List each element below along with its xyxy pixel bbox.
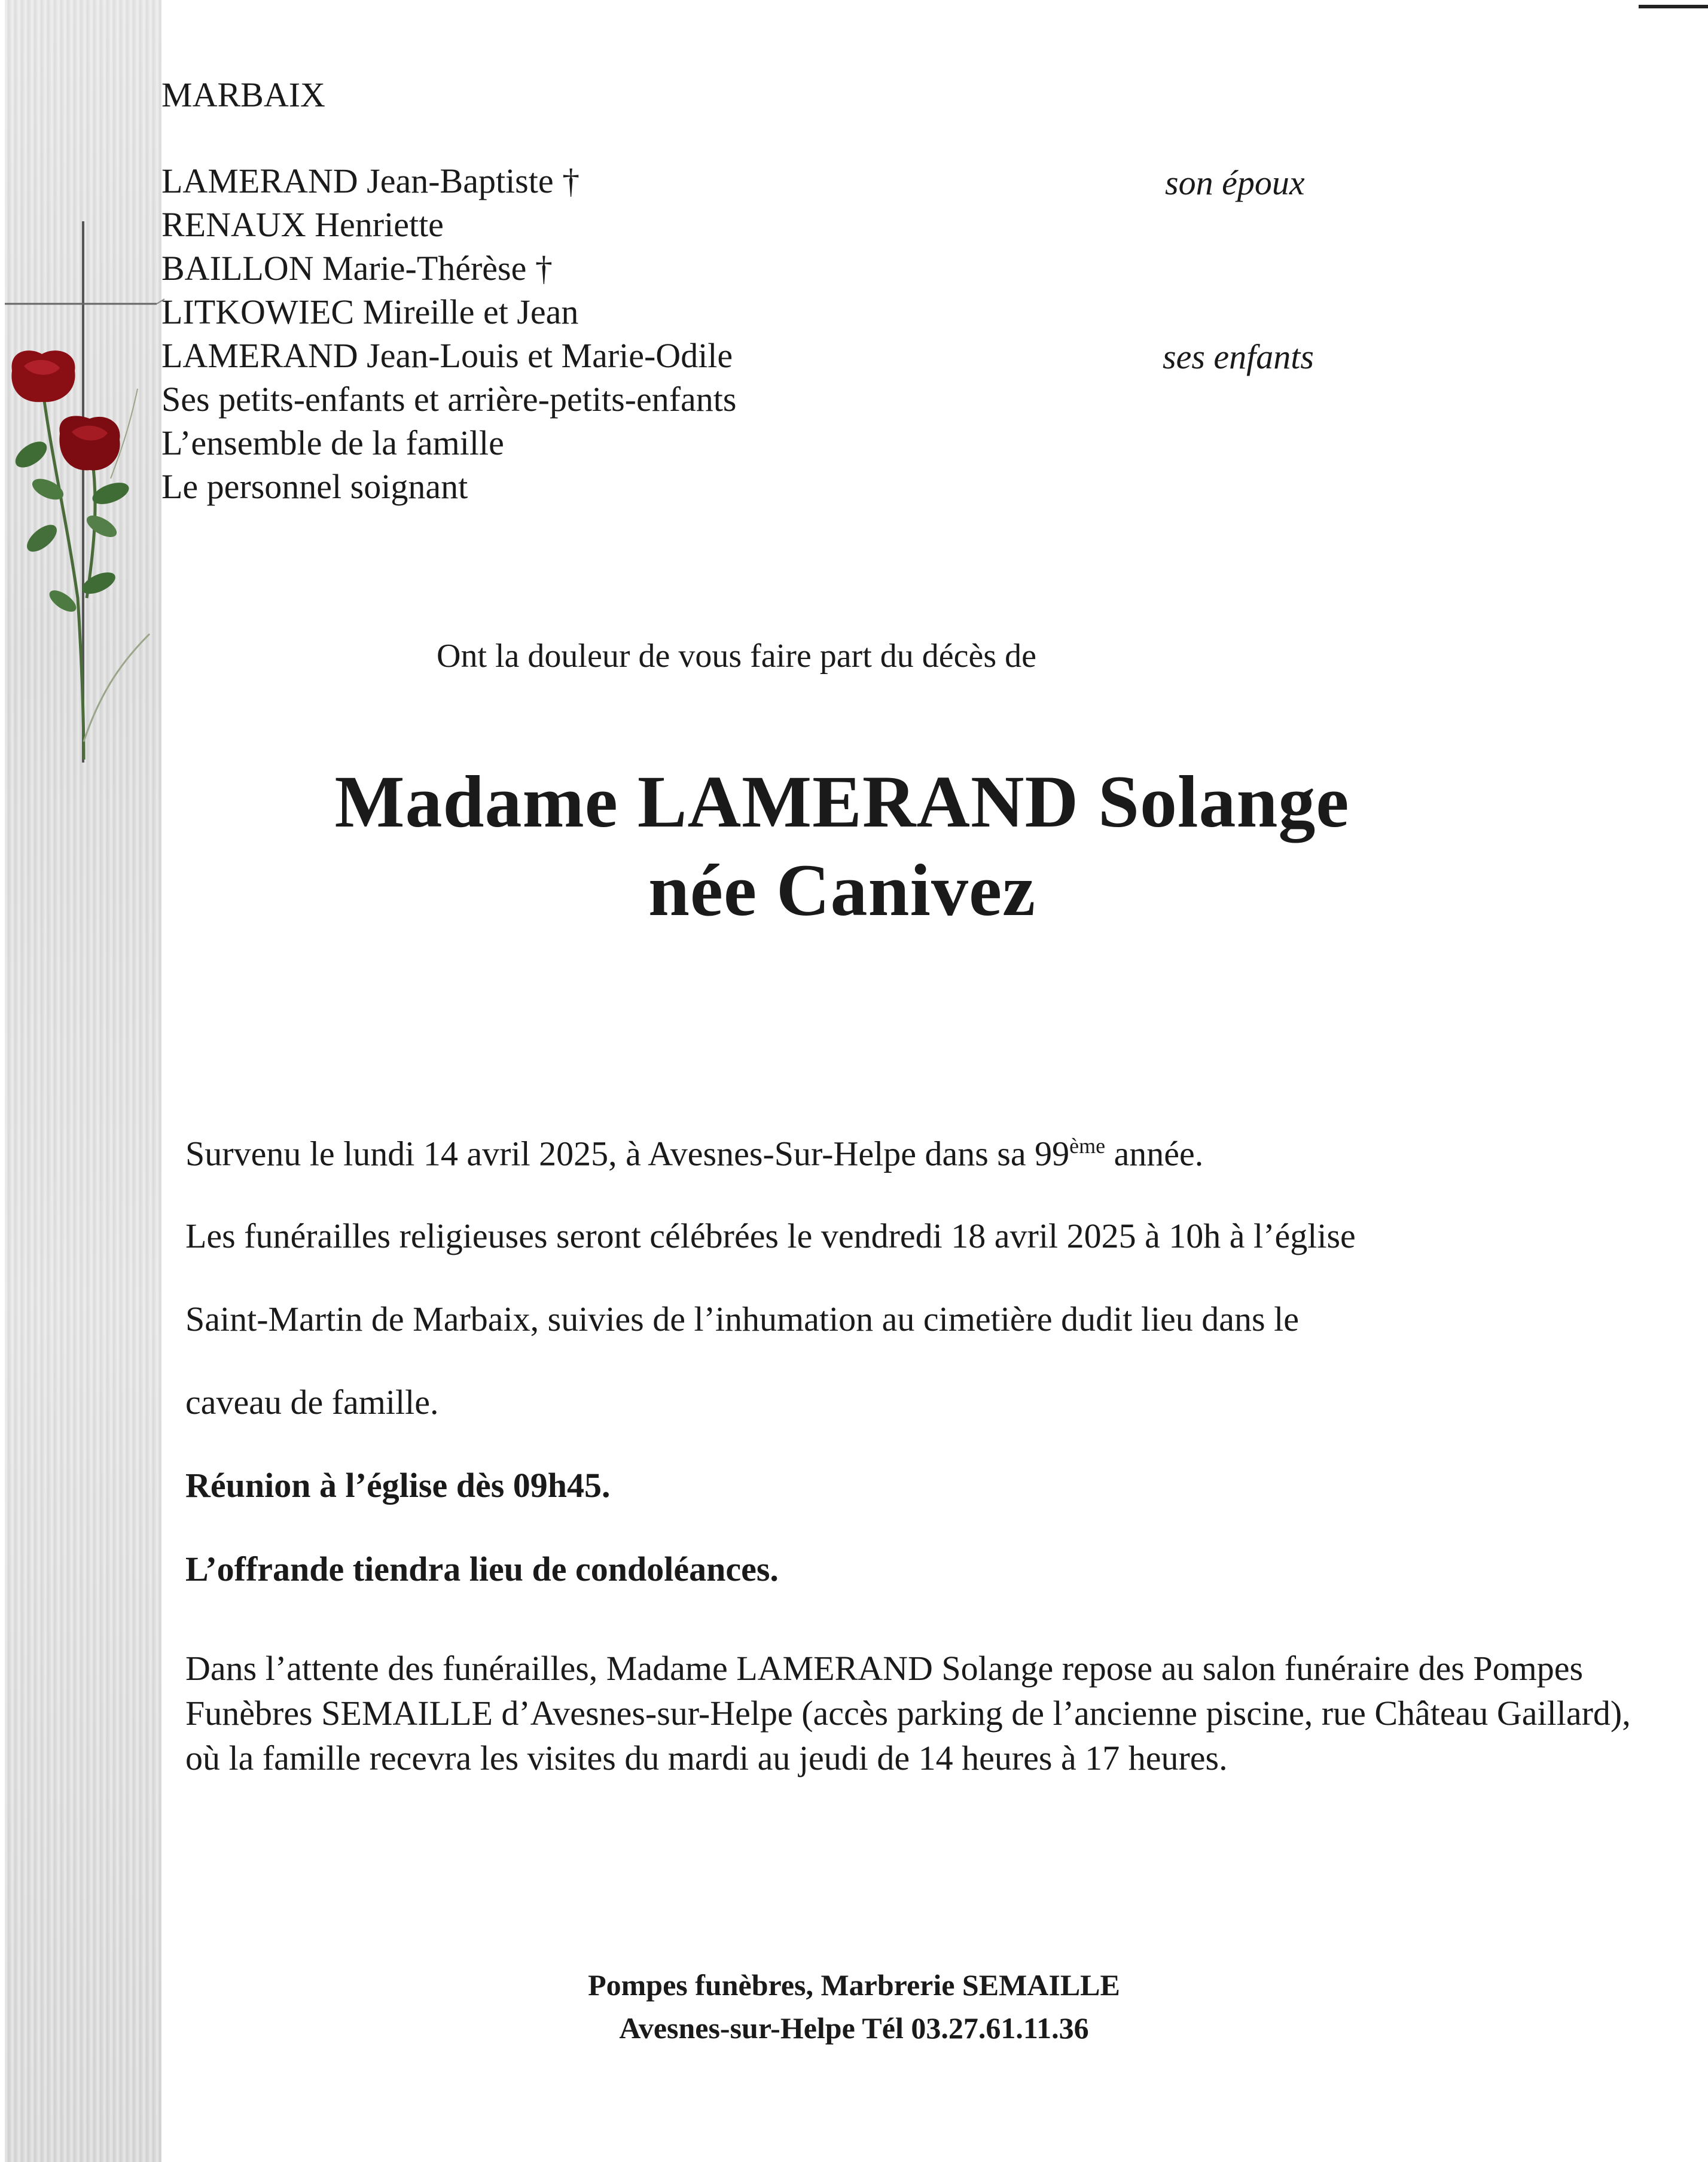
cross-and-roses-decoration <box>0 0 179 777</box>
wake-paragraph: Dans l’attente des funérailles, Madame LAMERAND Solange repose au salon funéraire des Pompes Funèbres SEMAILLE d’Avesnes-sur-Helpe (accès parking de l’ancienne piscine, rue Château Gaillard), où la famille recevra les visites du mardi au jeudi de 14 heures à 17 heures. <box>185 1649 1631 1777</box>
family-line: BAILLON Marie-Thérèse † <box>161 249 553 288</box>
deceased-name: Madame LAMERAND Solange <box>334 761 1350 843</box>
funeral-line: Saint-Martin de Marbaix, suivies de l’inhumation au cimetière dudit lieu dans le <box>185 1300 1299 1338</box>
relation-spouse: son époux <box>1165 163 1305 202</box>
death-prefix: Survenu le lundi 14 avril 2025, à Avesnes-Sur-Helpe dans sa 99 <box>185 1134 1070 1173</box>
funeral-home-contact: Avesnes-sur-Helpe Tél 03.27.61.11.36 <box>619 2011 1089 2045</box>
ordinal-suffix: ème <box>1069 1134 1106 1158</box>
death-suffix: année. <box>1105 1134 1204 1173</box>
funeral-home-name: Pompes funèbres, Marbrerie SEMAILLE <box>588 1968 1120 2002</box>
meeting-notice: Réunion à l’église dès 09h45. <box>185 1466 611 1505</box>
cross-icon <box>5 221 164 763</box>
family-line: LAMERAND Jean-Baptiste † <box>161 161 580 200</box>
announcement-intro: Ont la douleur de vous faire part du décès de <box>437 638 1036 675</box>
scan-edge-mark <box>1639 5 1708 8</box>
funeral-line: caveau de famille. <box>185 1383 439 1422</box>
death-notice <box>185 1133 1203 1173</box>
family-line: Ses petits-enfants et arrière-petits-enfants <box>161 380 737 419</box>
funeral-line: Les funérailles religieuses seront célébrées le vendredi 18 avril 2025 à 10h à l’église <box>185 1216 1356 1255</box>
offering-notice: L’offrande tiendra lieu de condoléances. <box>185 1550 779 1588</box>
town-name: MARBAIX <box>161 75 325 114</box>
family-line: L’ensemble de la famille <box>161 423 504 462</box>
family-line: LAMERAND Jean-Louis et Marie-Odile <box>161 336 733 375</box>
family-line: LITKOWIEC Mireille et Jean <box>161 292 579 331</box>
relation-children: ses enfants <box>1163 337 1314 376</box>
rose-icon <box>11 350 150 760</box>
family-line: Le personnel soignant <box>161 467 468 506</box>
maiden-name: née Canivez <box>648 849 1036 931</box>
family-line: RENAUX Henriette <box>161 205 444 244</box>
